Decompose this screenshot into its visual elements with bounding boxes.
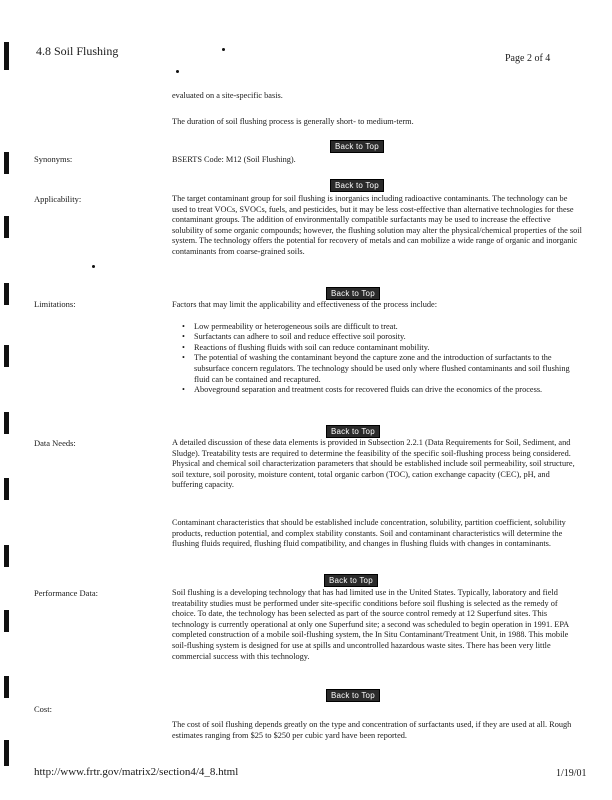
scan-mark xyxy=(4,478,9,500)
data-needs-para-1: A detailed discussion of these data elements is provided in Subsection 2.2.1 (Data Requirements for Soil, Sediment, and Sludge). Treatability tests are required to determine the feasibility of the specific soil-flushing process being considered. Physical and chemical soil characterization parameters that should be established include soil permeability, soil structure, soil texture, soil porosity, moisture content, total organic carbon (TOC), cation exchange capacity (CEC), pH, and buffering capacity. xyxy=(172,438,575,490)
scan-speck xyxy=(176,70,179,73)
print-date: 1/19/01 xyxy=(556,768,587,779)
performance-label: Performance Data: xyxy=(34,588,98,598)
scan-mark xyxy=(4,345,9,367)
page-title: 4.8 Soil Flushing xyxy=(36,44,119,58)
synonyms-label: Synonyms: xyxy=(34,154,73,164)
scan-mark xyxy=(4,152,9,174)
back-to-top-button[interactable]: Back to Top xyxy=(330,140,384,153)
intro-line: evaluated on a site-specific basis. xyxy=(172,91,283,100)
performance-text: Soil flushing is a developing technology that has had limited use in the United States. Typically, laboratory and field treatability studies must be performed under site-specific conditions before soil flushing is selected as the remedy of choice. To date, the technology has been selected as part of the source control remedy at 12 Superfund sites. This technology is currently operational at only one Superfund site; a second was scheduled to begin operation in 1991. EPA completed construction of a mobile soil-flushing system, the In Situ Contaminant/Treatment Unit, in 1988. This mobile soil-flushing system is designed for use at spills and uncontrolled hazardous waste sites. There has been very little commercial success with this technology. xyxy=(172,588,569,661)
list-item: • The potential of washing the contaminant beyond the capture zone and the introduction of surfactants to the subsurface concern regulators. The technology should be used only where flushed contaminants and soil flushing fluid can be contained and recaptured. xyxy=(194,353,582,385)
scan-mark xyxy=(4,216,9,238)
scan-mark xyxy=(4,676,9,698)
list-item: • Reactions of flushing fluids with soil can reduce contaminant mobility. xyxy=(194,343,582,354)
scan-mark xyxy=(4,412,9,434)
limitations-label: Limitations: xyxy=(34,299,76,309)
scan-mark xyxy=(4,283,9,305)
limitations-list xyxy=(172,322,582,396)
back-to-top-button[interactable]: Back to Top xyxy=(324,574,378,587)
duration-text: The duration of soil flushing process is generally short- to medium-term. xyxy=(172,117,414,126)
applicability-label: Applicability: xyxy=(34,194,82,204)
scan-speck xyxy=(92,265,95,268)
scan-mark xyxy=(4,740,9,766)
limitations-intro: Factors that may limit the applicability and effectiveness of the process include: xyxy=(172,300,438,309)
back-to-top-button[interactable]: Back to Top xyxy=(326,689,380,702)
page-number: Page 2 of 4 xyxy=(505,53,551,64)
synonyms-text: BSERTS Code: M12 (Soil Flushing). xyxy=(172,155,296,164)
applicability-text: The target contaminant group for soil flushing is inorganics including radioactive contaminants. The technology can be used to treat VOCs, SVOCs, fuels, and pesticides, but it may be less cost-effective than alternative technologies for these contaminant groups. The addition of environmentally compatible surfactants may be used to increase the effective solubility of some organic compounds; however, the flushing solution may alter the physical/chemical properties of the soil system. The technology offers the potential for recovery of metals and can mobilize a wide range of organic and inorganic contaminants from coarse-grained soils. xyxy=(172,194,582,256)
list-item: • Low permeability or heterogeneous soils are difficult to treat. xyxy=(194,322,582,333)
page-url: http://www.frtr.gov/matrix2/section4/4_8.html xyxy=(34,766,239,778)
scan-mark xyxy=(4,610,9,632)
cost-label: Cost: xyxy=(34,704,52,714)
data-needs-label: Data Needs: xyxy=(34,438,76,448)
list-item: • Aboveground separation and treatment costs for recovered fluids can drive the economics of the process. xyxy=(194,385,582,396)
back-to-top-button[interactable]: Back to Top xyxy=(326,287,380,300)
back-to-top-button[interactable]: Back to Top xyxy=(330,179,384,192)
cost-text: The cost of soil flushing depends greatly on the type and concentration of surfactants used, if they are used at all. Rough estimates ranging from $25 to $250 per cubic yard have been reported. xyxy=(172,720,572,740)
scan-mark xyxy=(4,545,9,567)
scan-mark xyxy=(4,42,9,70)
scan-speck xyxy=(222,48,225,51)
list-item: • Surfactants can adhere to soil and reduce effective soil porosity. xyxy=(194,332,582,343)
data-needs-para-2: Contaminant characteristics that should be established include concentration, solubility, partition coefficient, solubility products, reduction potential, and complex stability constants. Soil and contaminant characteristics will determine the flushing fluids required, flushing fluid compatibility, and changes in flushing fluids with changes in contaminants. xyxy=(172,518,566,549)
back-to-top-button[interactable]: Back to Top xyxy=(326,425,380,438)
limitations-section xyxy=(172,300,582,396)
